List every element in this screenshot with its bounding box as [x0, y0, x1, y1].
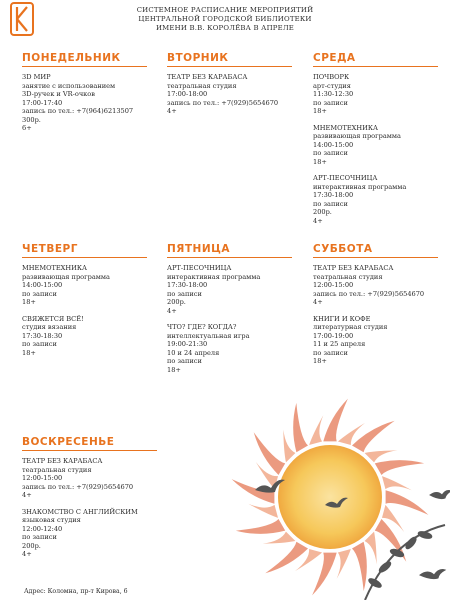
event-title: 3D МИР	[22, 73, 51, 81]
day-column-friday	[167, 243, 292, 382]
event-detail: театральная студия	[22, 465, 92, 474]
event-detail: 300р.	[22, 115, 41, 124]
title-line-1: СИСТЕМНОЕ РАСПИСАНИЕ МЕРОПРИЯТИЙ	[136, 6, 314, 14]
event-title: МНЕМОТЕХНИКА	[313, 123, 378, 132]
event-detail: 18+	[313, 107, 327, 115]
event-detail: интеллектуальная игра	[167, 331, 250, 340]
event-item	[22, 315, 147, 358]
event-detail: 4+	[313, 216, 323, 225]
day-heading: ЧЕТВЕРГ	[22, 243, 147, 258]
event-item	[22, 457, 157, 500]
event-detail: 18+	[22, 348, 36, 357]
event-detail: по записи	[313, 149, 348, 157]
footer-address: Адрес: Коломна, пр-т Кирова, 6	[24, 588, 128, 595]
event-title: ЧТО? ГДЕ? КОГДА?	[167, 323, 237, 331]
event-title: ЗНАКОМСТВО С АНГЛИЙСКИМ	[22, 507, 138, 516]
event-item	[313, 264, 438, 307]
event-detail: 17:00-17:40	[22, 98, 63, 107]
event-detail: 19:00-21:30	[167, 340, 208, 348]
sun-ray	[323, 399, 348, 442]
event-detail: 3D-ручек и VR-очков	[22, 90, 95, 98]
event-item	[22, 73, 147, 133]
event-detail: интерактивная программа	[313, 182, 407, 191]
title-line-2: ЦЕНТРАЛЬНОЙ ГОРОДСКОЙ БИБЛИОТЕКИ	[138, 15, 312, 23]
day-heading: ПОНЕДЕЛЬНИК	[22, 52, 147, 67]
event-detail: 4+	[167, 107, 177, 115]
sun-ray	[352, 542, 367, 591]
event-detail: 11:30-12:30	[313, 90, 354, 98]
event-item	[167, 264, 292, 315]
event-detail: литературная студия	[313, 323, 388, 331]
day-heading: ВТОРНИК	[167, 52, 292, 67]
event-detail: занятие с использованием	[22, 81, 116, 90]
sun-ray	[382, 476, 412, 490]
event-detail: 17:00-19:00	[313, 331, 354, 340]
title-line-3: ИМЕНИ В.В. КОРОЛЁВА В АПРЕЛЕ	[155, 24, 295, 32]
sun-ray	[337, 549, 351, 579]
event-detail: 6+	[22, 124, 32, 132]
library-logo-icon	[10, 2, 34, 36]
day-column-thursday	[22, 243, 147, 365]
day-column-monday	[22, 52, 147, 141]
event-title: КНИГИ И КОФЕ	[313, 314, 371, 323]
day-column-tuesday	[167, 52, 292, 124]
event-detail: 18+	[313, 157, 327, 166]
event-detail: 17:30-18:00	[313, 191, 354, 199]
event-detail: интерактивная программа	[167, 272, 261, 281]
event-detail: 10 и 24 апреля	[167, 348, 220, 357]
event-detail: 17:30-18:00	[167, 281, 208, 289]
event-item	[313, 315, 438, 366]
event-detail: 200р.	[313, 208, 332, 216]
event-detail: по записи	[22, 533, 57, 541]
event-detail: запись по тел.: +7(929)5654670	[313, 289, 425, 298]
event-item	[22, 508, 157, 559]
sun-ray	[312, 553, 337, 596]
event-detail: 4+	[313, 298, 323, 306]
event-detail: по записи	[22, 340, 57, 348]
event-detail: языковая студия	[22, 516, 81, 524]
day-column-sunday	[22, 436, 157, 567]
sun-ray	[254, 432, 285, 475]
event-detail: запись по тел.: +7(964)6213507	[22, 107, 134, 115]
event-item	[313, 73, 438, 116]
sun-ray	[352, 421, 395, 452]
event-title: ТЕАТР БЕЗ КАРАБАСА	[167, 73, 248, 81]
event-detail: 200р.	[167, 298, 186, 306]
event-detail: по записи	[313, 199, 348, 208]
event-detail: театральная студия	[167, 81, 237, 90]
event-detail: развивающая программа	[22, 272, 110, 281]
event-detail: арт-студия	[313, 81, 351, 90]
event-title: АРТ-ПЕСОЧНИЦА	[313, 174, 378, 182]
sun-ray	[236, 519, 285, 534]
event-detail: по записи	[313, 98, 348, 107]
event-detail: 18+	[22, 298, 36, 306]
event-detail: 18+	[313, 357, 327, 365]
event-detail: по записи	[313, 348, 348, 357]
event-detail: 18+	[167, 365, 181, 374]
event-detail: 11 и 25 апреля	[313, 340, 366, 348]
event-detail: 200р.	[22, 541, 41, 550]
event-detail: 12:00-12:40	[22, 524, 63, 533]
event-detail: по записи	[22, 289, 57, 298]
event-detail: 12:00-15:00	[313, 281, 354, 289]
event-title: ТЕАТР БЕЗ КАРАБАСА	[313, 264, 394, 272]
event-item	[313, 124, 438, 167]
day-heading: ПЯТНИЦА	[167, 243, 292, 258]
event-detail: 4+	[22, 491, 32, 499]
page-title	[110, 6, 340, 33]
sun-ray	[386, 490, 429, 515]
event-title: СВЯЖЕТСЯ ВСЁ!	[22, 314, 84, 323]
event-detail: по записи	[167, 289, 202, 298]
event-item	[22, 264, 147, 307]
event-item	[167, 323, 292, 374]
event-title: ПОЧВОРК	[313, 73, 350, 81]
event-detail: 17:00-18:00	[167, 90, 208, 98]
event-detail: запись по тел.: +7(929)5654670	[167, 98, 279, 107]
event-detail: по записи	[167, 357, 202, 365]
sun-ray	[309, 415, 323, 445]
event-title: МНЕМОТЕХНИКА	[22, 264, 87, 272]
sun-illustration-icon	[215, 385, 450, 600]
sun-ray	[293, 403, 308, 452]
day-heading: СРЕДА	[313, 52, 438, 67]
event-title: АРТ-ПЕСОЧНИЦА	[167, 264, 232, 272]
sun-ray	[375, 460, 424, 475]
event-title: ТЕАТР БЕЗ КАРАБАСА	[22, 457, 103, 465]
event-detail: студия вязания	[22, 323, 77, 331]
sun-core	[278, 445, 382, 549]
day-heading: СУББОТА	[313, 243, 438, 258]
sun-ray	[248, 504, 278, 518]
event-detail: 4+	[22, 550, 32, 558]
sun-ray	[265, 542, 308, 573]
event-item	[313, 174, 438, 225]
event-detail: театральная студия	[313, 272, 383, 281]
event-detail: 14:00-15:00	[22, 281, 63, 289]
event-detail: запись по тел.: +7(929)5654670	[22, 482, 134, 491]
day-column-saturday	[313, 243, 438, 374]
event-detail: 17:30-18:30	[22, 331, 63, 340]
event-detail: 4+	[167, 306, 177, 315]
event-detail: 14:00-15:00	[313, 140, 354, 149]
event-detail: развивающая программа	[313, 132, 401, 140]
day-column-wednesday	[313, 52, 438, 233]
event-item	[167, 73, 292, 116]
event-detail: 12:00-15:00	[22, 474, 63, 482]
day-heading: ВОСКРЕСЕНЬЕ	[22, 436, 157, 451]
